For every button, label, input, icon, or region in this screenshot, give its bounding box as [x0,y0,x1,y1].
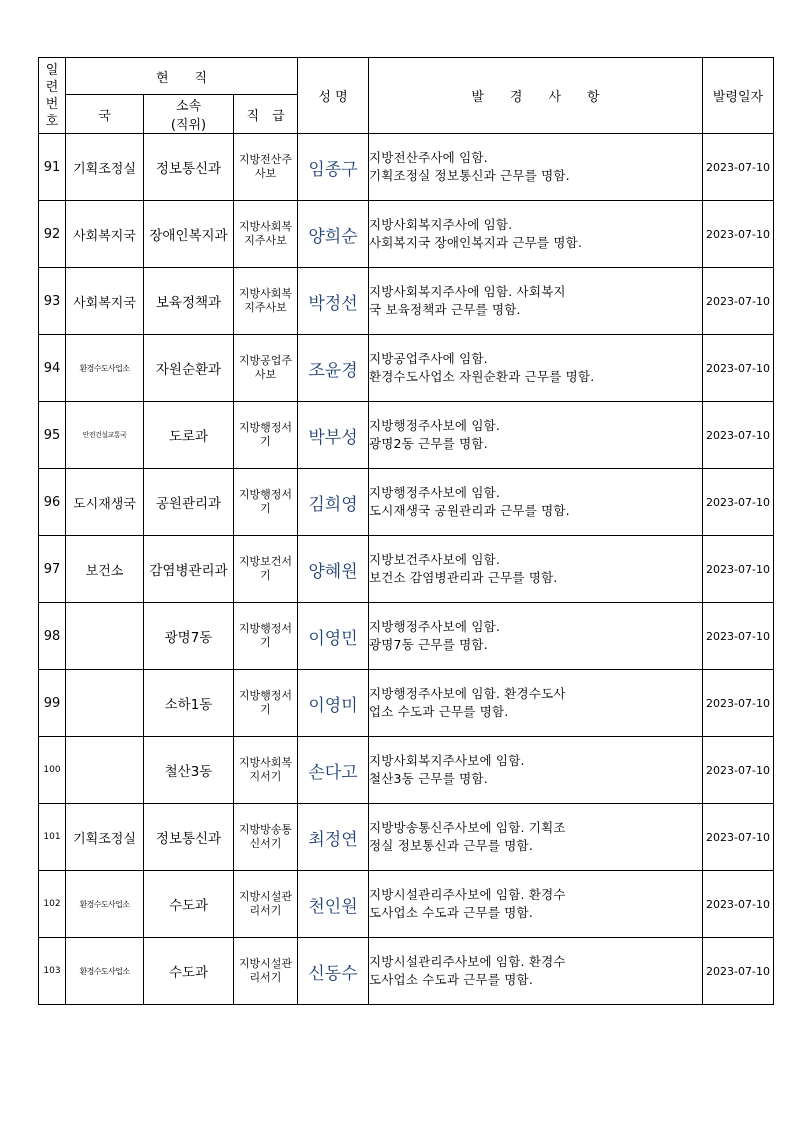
order-details: 지방행정주사보에 임함. 도시재생국 공원관리과 근무를 명함. [369,469,703,536]
bureau: 환경수도사업소 [66,335,144,402]
person-name: 임종구 [298,134,369,201]
grade: 지방공업주 사보 [234,335,298,402]
order-date: 2023-07-10 [703,737,774,804]
table-row [39,804,774,871]
serial-number: 92 [39,201,66,268]
serial-number: 91 [39,134,66,201]
person-name: 최정연 [298,804,369,871]
order-date: 2023-07-10 [703,670,774,737]
bureau: 안전건설교통국 [66,402,144,469]
header-bureau: 국 [66,95,144,134]
order-date: 2023-07-10 [703,804,774,871]
department: 철산3동 [144,737,234,804]
bureau: 환경수도사업소 [66,871,144,938]
department: 공원관리과 [144,469,234,536]
department: 소하1동 [144,670,234,737]
person-name: 박부성 [298,402,369,469]
person-name: 신동수 [298,938,369,1005]
grade: 지방행정서 기 [234,469,298,536]
serial-number: 98 [39,603,66,670]
order-details: 지방시설관리주사보에 임함. 환경수 도사업소 수도과 근무를 명함. [369,938,703,1005]
order-details: 지방사회복지주사에 임함. 사회복지국 장애인복지과 근무를 명함. [369,201,703,268]
person-name: 박정선 [298,268,369,335]
table-row [39,134,774,201]
serial-number: 103 [39,938,66,1005]
order-details: 지방전산주사에 임함. 기획조정실 정보통신과 근무를 명함. [369,134,703,201]
grade: 지방사회복 지주사보 [234,268,298,335]
order-details: 지방방송통신주사보에 임함. 기획조 정실 정보통신과 근무를 명함. [369,804,703,871]
grade: 지방사회복 지주사보 [234,201,298,268]
header-date: 발령일자 [703,58,774,134]
table-row [39,268,774,335]
department: 수도과 [144,871,234,938]
grade: 지방행정서 기 [234,603,298,670]
department: 자원순환과 [144,335,234,402]
order-details: 지방행정주사보에 임함. 환경수도사 업소 수도과 근무를 명함. [369,670,703,737]
person-name: 천인원 [298,871,369,938]
grade: 지방전산주 사보 [234,134,298,201]
department: 정보통신과 [144,134,234,201]
bureau: 보건소 [66,536,144,603]
table-row [39,938,774,1005]
order-details: 지방보건주사보에 임함. 보건소 감염병관리과 근무를 명함. [369,536,703,603]
table-row [39,670,774,737]
order-date: 2023-07-10 [703,268,774,335]
bureau: 도시재생국 [66,469,144,536]
order-date: 2023-07-10 [703,335,774,402]
bureau [66,737,144,804]
order-details: 지방공업주사에 임함. 환경수도사업소 자원순환과 근무를 명함. [369,335,703,402]
serial-number: 97 [39,536,66,603]
serial-number: 100 [39,737,66,804]
table-row [39,335,774,402]
bureau [66,670,144,737]
order-details: 지방행정주사보에 임함. 광명2동 근무를 명함. [369,402,703,469]
order-details: 지방행정주사보에 임함. 광명7동 근무를 명함. [369,603,703,670]
bureau: 사회복지국 [66,268,144,335]
order-date: 2023-07-10 [703,134,774,201]
person-name: 조윤경 [298,335,369,402]
serial-number: 93 [39,268,66,335]
order-date: 2023-07-10 [703,469,774,536]
department: 장애인복지과 [144,201,234,268]
grade: 지방보건서 기 [234,536,298,603]
serial-number: 99 [39,670,66,737]
person-name: 김희영 [298,469,369,536]
department: 정보통신과 [144,804,234,871]
bureau: 환경수도사업소 [66,938,144,1005]
serial-number: 102 [39,871,66,938]
serial-number: 94 [39,335,66,402]
table-row [39,536,774,603]
header-grade: 직 급 [234,95,298,134]
department: 감염병관리과 [144,536,234,603]
department: 수도과 [144,938,234,1005]
header-name: 성 명 [298,58,369,134]
table-row [39,737,774,804]
grade: 지방방송통 신서기 [234,804,298,871]
table-row [39,201,774,268]
department: 보육정책과 [144,268,234,335]
bureau: 기획조정실 [66,804,144,871]
table-row [39,871,774,938]
department: 광명7동 [144,603,234,670]
header-order: 발 경 사 항 [369,58,703,134]
table-row [39,402,774,469]
department: 도로과 [144,402,234,469]
bureau: 사회복지국 [66,201,144,268]
table-row [39,469,774,536]
grade: 지방행정서 기 [234,402,298,469]
person-name: 양희순 [298,201,369,268]
serial-number: 101 [39,804,66,871]
order-details: 지방사회복지주사보에 임함. 철산3동 근무를 명함. [369,737,703,804]
person-name: 양혜원 [298,536,369,603]
person-name: 손다고 [298,737,369,804]
personnel-order-table [38,57,774,1005]
grade: 지방시설관 리서기 [234,938,298,1005]
grade: 지방사회복 지서기 [234,737,298,804]
bureau [66,603,144,670]
grade: 지방시설관 리서기 [234,871,298,938]
order-date: 2023-07-10 [703,536,774,603]
order-details: 지방사회복지주사에 임함. 사회복지 국 보육정책과 근무를 명함. [369,268,703,335]
order-date: 2023-07-10 [703,871,774,938]
header-department: 소속 (직위) [144,95,234,134]
order-details: 지방시설관리주사보에 임함. 환경수 도사업소 수도과 근무를 명함. [369,871,703,938]
order-date: 2023-07-10 [703,402,774,469]
table-row [39,603,774,670]
order-date: 2023-07-10 [703,938,774,1005]
header-serial-number: 일 련 번 호 [39,58,66,134]
serial-number: 96 [39,469,66,536]
person-name: 이영민 [298,603,369,670]
bureau: 기획조정실 [66,134,144,201]
order-date: 2023-07-10 [703,201,774,268]
order-date: 2023-07-10 [703,603,774,670]
serial-number: 95 [39,402,66,469]
header-current-position: 현 직 [66,58,298,95]
person-name: 이영미 [298,670,369,737]
grade: 지방행정서 기 [234,670,298,737]
